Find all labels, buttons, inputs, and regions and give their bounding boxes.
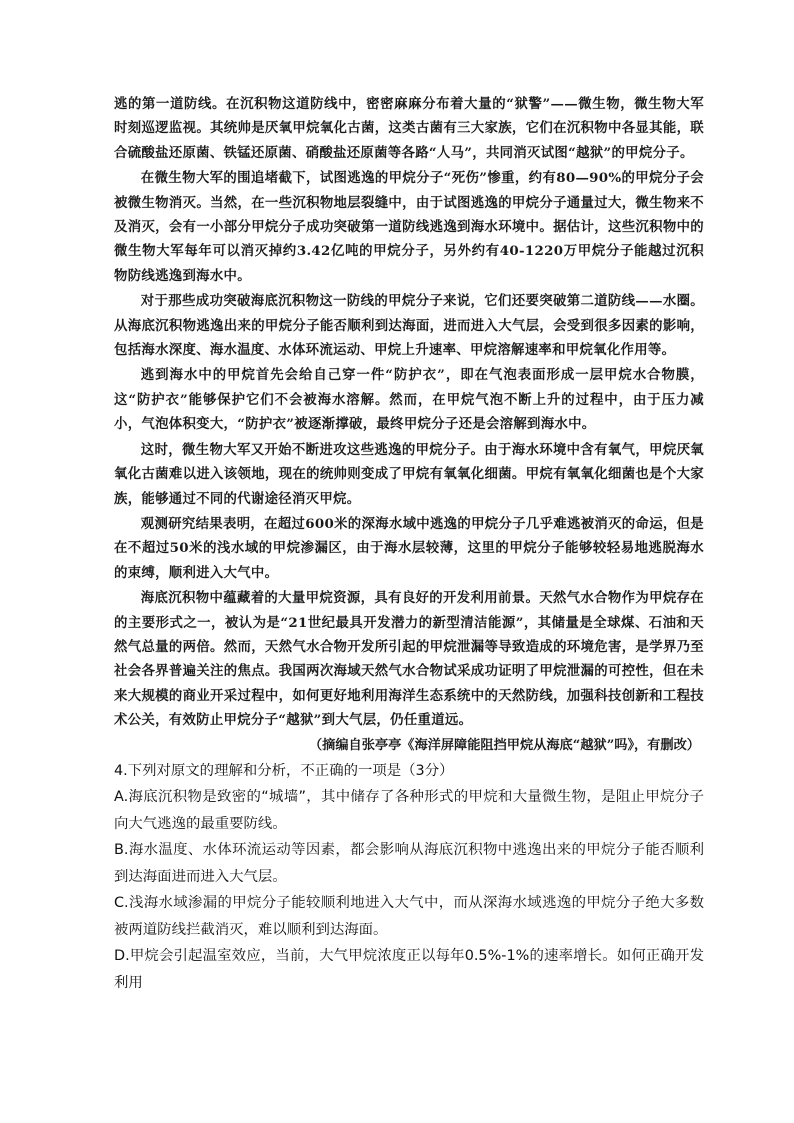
passage-paragraph-7: 海底沉积物中蕴藏着的大量甲烷资源，具有良好的开发利用前景。天然气水合物作为甲烷存在的主要形式之一，被认为是“21世纪最具开发潜力的新型清洁能源”，其储量是全球煤、石油和天然气总量的两倍。然而，天然气水合物开发所引起的甲烷泄漏等导致造成的环境危害，是学界乃至社会各界普遍关注的焦点。我国两次海域天然气水合物试采成功证明了甲烷泄漏的可控性，但在未来大规模的商业开采过程中，如何更好地利用海洋生态系统中的天然防线，加强科技创新和工程技术公关，有效防止甲烷分子“越狱”到大气层，仍任重道远。 — [114, 590, 704, 729]
passage-paragraph-1: 逃的第一道防线。在沉积物这道防线中，密密麻麻分布着大量的“狱警”——微生物，微生物大军时刻巡逻监视。其统帅是厌氧甲烷氧化古菌，这类古菌有三大家族，它们在沉积物中各显其能，联合硫酸盐还原菌、铁锰还原菌、硝酸盐还原菌等各路“人马”，共同消灭试图“越狱”的甲烷分子。 — [114, 96, 704, 161]
passage-paragraph-5: 这时，微生物大军又开始不断进攻这些逃逸的甲烷分子。由于海水环境中含有氧气，甲烷厌氧氧化古菌难以进入该领地，现在的统帅则变成了甲烷有氧氧化细菌。甲烷有氧氧化细菌也是个大家族，能够通过不同的代谢途径消灭甲烷。 — [114, 441, 704, 507]
option-d: D.甲烷会引起温室效应，当前，大气甲烷浓度正以每年0.5%-1%的速率增长。如何正确开发利用 — [114, 948, 704, 991]
question-stem: 4.下列对原文的理解和分析，不正确的一项是（3分） — [114, 762, 454, 779]
option-b: B.海水温度、水体环流运动等因素，都会影响从海底沉积物中逃逸出来的甲烷分子能否顺利到达海面进而进入大气层。 — [114, 842, 704, 885]
passage-paragraph-2: 在微生物大军的围追堵截下，试图逃逸的甲烷分子“死伤”惨重，约有80—90%的甲烷分子会被微生物消灭。当然，在一些沉积物地层裂缝中，由于试图逃逸的甲烷分子通量过大，微生物来不及消灭，会有一小部分甲烷分子成功突破第一道防线逃逸到海水环境中。据估计，这些沉积物中的微生物大军每年可以消灭掉约3.42亿吨的甲烷分子，另外约有40-1220万甲烷分子能越过沉积物防线逃逸到海水中。 — [114, 170, 704, 284]
passage-paragraph-6: 观测研究结果表明，在超过600米的深海水域中逃逸的甲烷分子几乎难逃被消灭的命运，但是在不超过50米的浅水域的甲烷渗漏区，由于海水层较薄，这里的甲烷分子能够较轻易地逃脱海水的束缚，顺利进入大气中。 — [114, 515, 704, 581]
passage-source: （摘编自张亭亭《海洋屏障能阻挡甲烷从海底“越狱”吗》，有删改） — [308, 737, 700, 753]
question-4 — [114, 758, 704, 997]
reading-passage — [114, 92, 704, 758]
option-a: A.海底沉积物是致密的“城墙”，其中储存了各种形式的甲烷和大量微生物，是阻止甲烷分子向大气逃逸的最重要防线。 — [114, 789, 704, 832]
option-c: C.浅海水域渗漏的甲烷分子能较顺利地进入大气中，而从深海水域逃逸的甲烷分子绝大多数被两道防线拦截消灭，难以顺利到达海面。 — [114, 895, 704, 938]
passage-paragraph-4: 逃到海水中的甲烷首先会给自己穿一件“防护衣”，即在气泡表面形成一层甲烷水合物膜，这“防护衣”能够保护它们不会被海水溶解。然而，在甲烷气泡不断上升的过程中，由于压力减小，气泡体积变大，“防护衣”被逐渐撑破，最终甲烷分子还是会溶解到海水中。 — [114, 367, 704, 433]
passage-paragraph-3: 对于那些成功突破海底沉积物这一防线的甲烷分子来说，它们还要突破第二道防线——水圈。从海底沉积物逃逸出来的甲烷分子能否顺利到达海面，进而进入大气层，会受到很多因素的影响，包括海水深度、海水温度、水体环流运动、甲烷上升速率、甲烷溶解速率和甲烷氧化作用等。 — [114, 293, 704, 359]
